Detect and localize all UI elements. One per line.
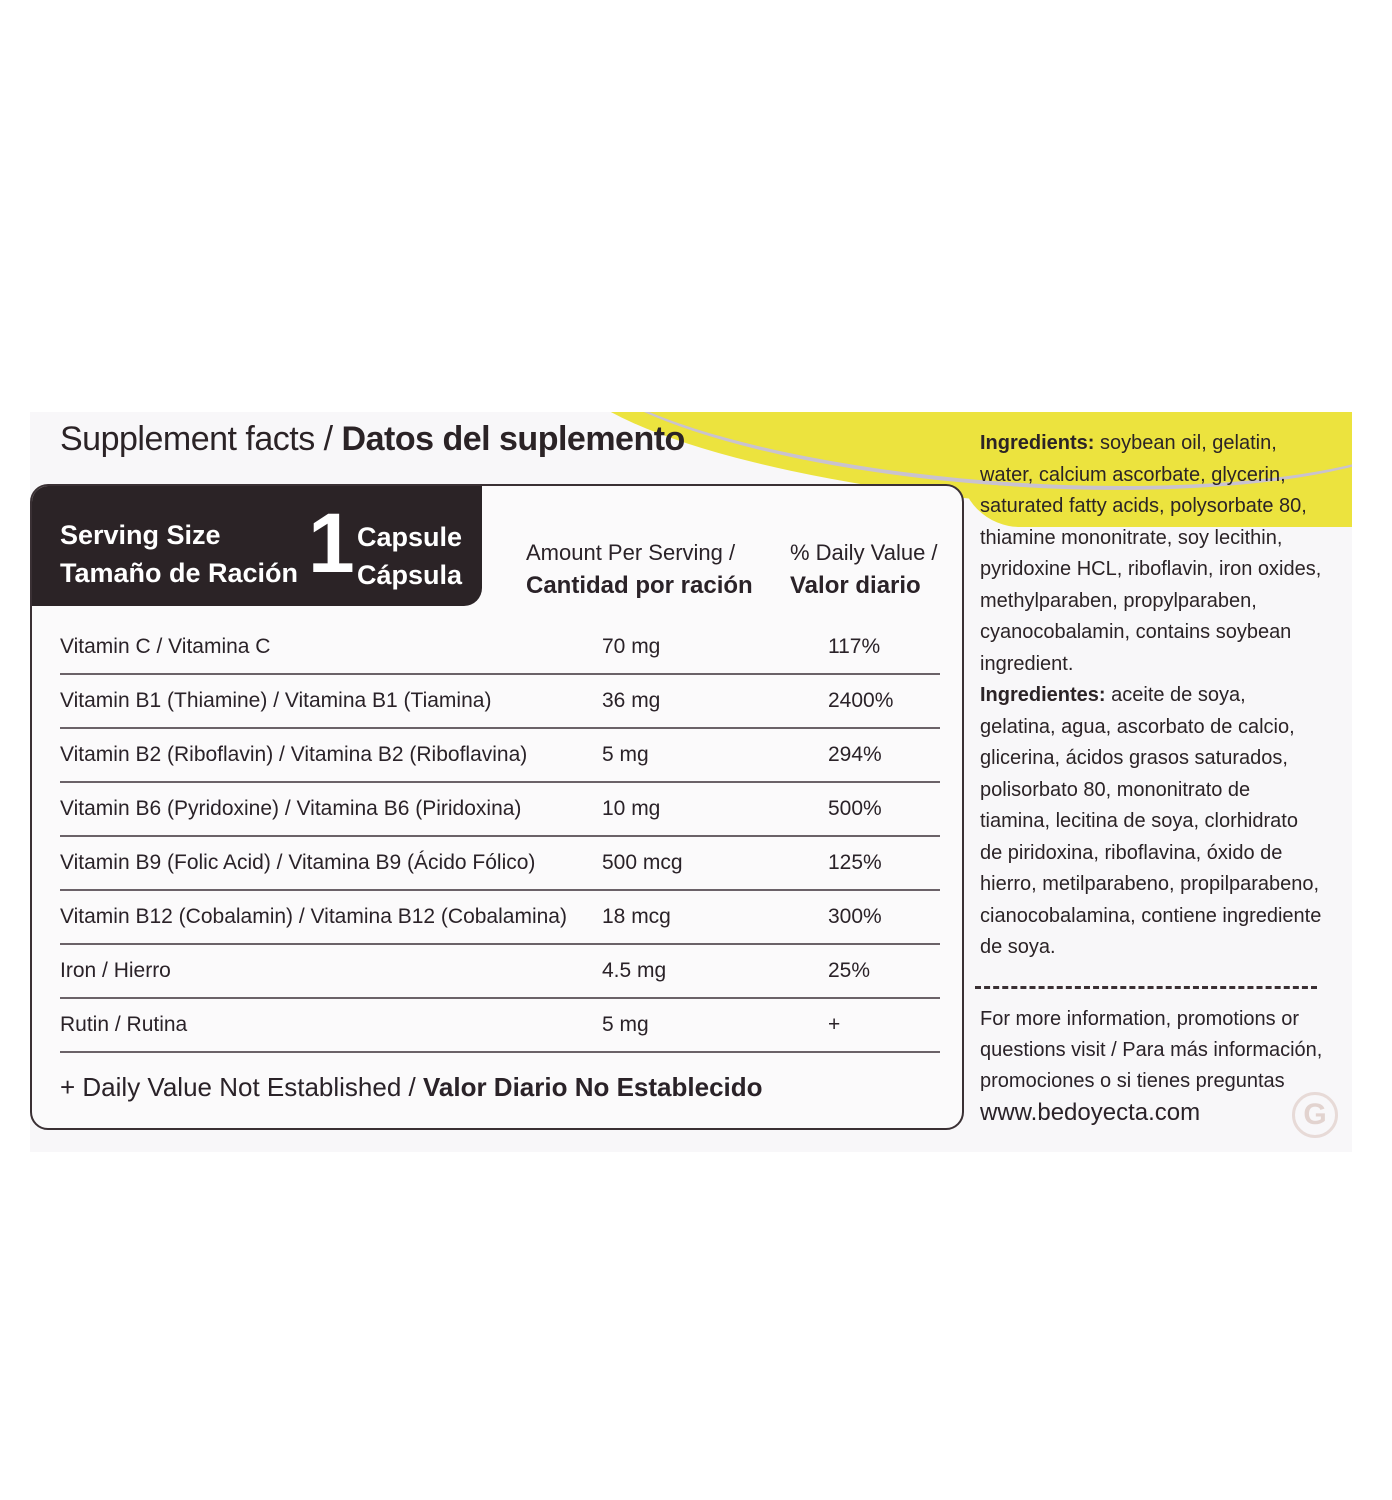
nutrient-daily-value: 117% [828, 635, 881, 658]
amount-column-header: Amount Per Serving / Cantidad por ración [526, 540, 753, 599]
more-info-section [980, 1004, 1325, 1130]
ingredientes-text: aceite de soya, gelatina, agua, ascorbato de calcio, glicerina, ácidos grasos saturados, polisorbato 80, mononitrato de tiamina, lecitina de soya, clorhidrato de piridoxina, riboflavina, óxido de hierro, metilparabeno, propilparabeno, cianocobalamina, contiene ingrediente de soya. [980, 684, 1322, 958]
nutrient-amount: 5 mg [602, 743, 649, 766]
nutrient-name: Vitamin B12 (Cobalamin) / Vitamina B12 (Cobalamina) [60, 905, 567, 928]
ingredients-label: Ingredients: [980, 432, 1095, 454]
nutrient-name: Vitamin B9 (Folic Acid) / Vitamina B9 (Ácido Fólico) [60, 851, 536, 874]
table-row [60, 729, 940, 783]
serving-size-number: 1 [308, 496, 355, 590]
table-row [60, 837, 940, 891]
table-row [60, 891, 940, 945]
nutrient-daily-value: + [828, 1013, 841, 1036]
nutrient-daily-value: 300% [828, 905, 882, 928]
nutrient-amount: 5 mg [602, 1013, 649, 1036]
ingredients-spanish [980, 680, 1325, 964]
ingredients-text: soybean oil, gelatin, water, calcium ascorbate, glycerin, saturated fatty acids, polysorbate 80, thiamine mononitrate, soy lecithin, pyridoxine HCL, riboflavin, iron oxides, methylparaben, propylparaben, cyanocobalamin, contains soybean ingredient. [980, 432, 1322, 675]
more-info-text: For more information, promotions or questions visit / Para más información, promociones o si tienes preguntas [980, 1008, 1323, 1092]
nutrient-name: Iron / Hierro [60, 959, 171, 982]
nutrient-name: Vitamin B2 (Riboflavin) / Vitamina B2 (Riboflavina) [60, 743, 528, 766]
nutrient-amount: 4.5 mg [602, 959, 667, 982]
nutrient-name: Vitamin B6 (Pyridoxine) / Vitamina B6 (Piridoxina) [60, 797, 522, 820]
g-logo-icon: G [1292, 1092, 1338, 1138]
ingredients-english [980, 428, 1325, 680]
table-row [60, 999, 940, 1053]
nutrient-name: Rutin / Rutina [60, 1013, 188, 1036]
table-row [60, 945, 940, 999]
nutrient-table [32, 621, 962, 1053]
serving-size-unit: Capsule Cápsula [357, 522, 463, 590]
nutrient-name: Vitamin B1 (Thiamine) / Vitamina B1 (Tiamina) [60, 689, 492, 712]
page-title [60, 420, 685, 459]
nutrient-amount: 70 mg [602, 635, 661, 658]
daily-value-column-header: % Daily Value / Valor diario [790, 540, 938, 599]
website-link[interactable]: www.bedoyecta.com [980, 1099, 1201, 1126]
serving-size-block [32, 486, 482, 606]
supplement-facts-box [30, 484, 964, 1130]
nutrient-amount: 10 mg [602, 797, 661, 820]
nutrient-daily-value: 500% [828, 797, 882, 820]
nutrient-daily-value: 125% [828, 851, 882, 874]
ingredientes-label: Ingredientes: [980, 684, 1106, 706]
table-row [60, 621, 940, 675]
serving-size-label: Serving Size Tamaño de Ración [60, 520, 299, 588]
nutrient-name: Vitamin C / Vitamina C [60, 635, 271, 658]
title-spanish: Datos del suplemento [341, 420, 685, 458]
nutrient-daily-value: 294% [828, 743, 882, 766]
table-row [60, 783, 940, 837]
nutrient-amount: 18 mcg [602, 905, 671, 928]
nutrient-amount: 36 mg [602, 689, 661, 712]
nutrient-amount: 500 mcg [602, 851, 683, 874]
title-english: Supplement facts / [60, 420, 342, 458]
nutrient-daily-value: 2400% [828, 689, 894, 712]
dashed-divider [975, 986, 1317, 989]
ingredients-section [980, 428, 1325, 964]
nutrient-daily-value: 25% [828, 959, 871, 982]
daily-value-footnote: + Daily Value Not Established / Valor Diario No Establecido [60, 1072, 763, 1102]
table-row [60, 675, 940, 729]
